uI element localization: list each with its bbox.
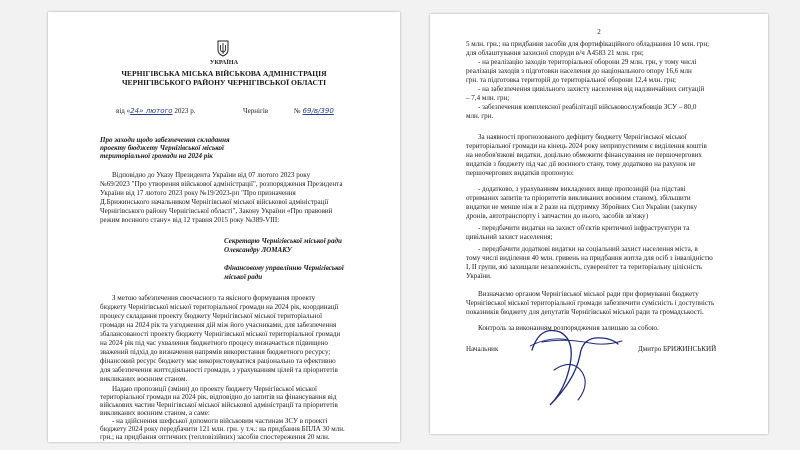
addressee-1-line-1: Секретарю Чернігівської міської ради [224, 237, 342, 245]
addressee-2-line-2: міської ради [224, 273, 263, 281]
body2-line-3: військових частин Чернігівської міської військової адміністрації та пріоритетів [100, 401, 338, 409]
body1-line-5: збалансованості проекту бюджету Чернігівської міської територіальної громади [100, 330, 341, 338]
subject-line-3: територіальної громади на 2024 рік [100, 152, 213, 160]
cont-line-6: - на забезпечення цивільного захисту населення від надзвичайних ситуацій [478, 85, 705, 93]
date-year: 2023 р. [174, 107, 196, 115]
body2-line-2: територіальної громади на 2024 рік, відповідно до запитів на фінансування від [100, 393, 337, 401]
document-page-1 [48, 12, 400, 442]
number-prefix: № [294, 107, 301, 115]
cont-line-1: 5 млн. грн.; на придбання засобів для фортифікаційного обладнання 10 млн. грн; [466, 40, 710, 48]
intro-line-5: Чернігівського району Чернігівської області", Закону України «Про правовий [100, 207, 333, 215]
date-prefix: від « [116, 107, 131, 115]
document-city: Чернігів [243, 107, 269, 115]
country-name: УКРАЇНА [209, 59, 239, 66]
page-number: 2 [597, 28, 601, 36]
body1-line-2: бюджету Чернігівської міської територіальної громади на 2024 рік, координації [100, 303, 339, 311]
cont-line-2: для облаштування захисної споруди в/ч А4583 21 млн. грн; [466, 49, 644, 57]
proposal-line-2: отриманих запитів та пріоритетів викликаних воєнним станом), збільшити [466, 194, 691, 202]
proposal-line-8: тому числі виділення 40 млн. гривень на придбання житла для осіб з інвалідністю [466, 254, 713, 262]
recognize-line-3: показників бюджету для депутатів Чернігівської міської ради та громадськості. [466, 308, 704, 316]
body1-line-9: для забезпечення життєдіяльності громади, з урахуванням цілей та пріоритетів [100, 366, 338, 374]
body1-line-4: громади на 2024 рік та узгодження дій між його учасниками, для забезпечення [100, 321, 337, 329]
number-handwritten: 69/в/390 [302, 106, 334, 115]
body1-line-6: на 2024 рік під час ухвалення бюджетного процесу визначається підвищено [100, 339, 328, 347]
proposal-line-5: - передбачити видатки на захист об'єктів критичної інфраструктури та [478, 224, 690, 232]
intro-line-2: №69/2023 "Про утворення військової адміністрації", розпорядження Президента [100, 180, 343, 188]
coat-of-arms-icon [217, 40, 229, 57]
body2-line-6: бюджету 2024 року передбачити 121 млн. грн. у т.ч.: на придбання БПЛА 30 млн. [100, 425, 345, 433]
body1-line-8: фінансовий ресурс бюджету має використовуватися раціонально та ефективно [100, 357, 336, 365]
body2-line-5: - на здійснення шефської допомоги військовим частинам ЗСУ в проекті [112, 417, 328, 425]
proposal-line-3: видатки не менше ніж в 2 рази на підтримку Збройних Сил України (закупку [466, 203, 698, 211]
proposal-line-1: - додатково, з урахуванням викладених вище пропозицій (на підставі [478, 185, 686, 193]
recognize-line-2: Чернігівської міської територіальної громади забезпечити сумісність і доступність [466, 299, 715, 307]
intro-line-6: режим воєнного стану» від 12 травня 2015 року №389-VIII: [100, 216, 280, 224]
proposal-line-4: дронів, автотранспорту і запчастин до нього, засобів зв'язку) [466, 212, 649, 220]
cont-line-8: - забезпечення комплексної реабілітації військовослужбовців ЗСУ – 80,0 [478, 103, 697, 111]
control-line: Контроль за виконанням розпорядження залишаю за собою. [478, 324, 659, 332]
body2-line-1: Надаю пропозиції (зміни) до проекту бюджету Чернігівської міської [112, 385, 317, 393]
intro-line-1: Відповідно до Указу Президента України від 07 лютого 2023 року [112, 171, 311, 179]
body1-line-10: викликаних воєнним станом. [100, 375, 188, 383]
date-handwritten: 24» лютого [130, 106, 173, 115]
proposal-line-10: України. [466, 272, 492, 280]
cont-line-5: грн. та підготовка територій до територіальної оборони 12,4 млн. грн; [466, 76, 677, 84]
signer-name: Дмитро БРИЖИНСЬКИЙ [638, 345, 717, 353]
proposal-line-9: I, II групи, які захищали незалежність, суверенітет та територіальну цілісність [466, 263, 703, 271]
body2-line-4: викликаних воєнним станом, а саме: [100, 409, 210, 417]
signer-title: Начальник [466, 345, 499, 353]
addressee-1-line-2: Олександру ЛОМАКУ [224, 246, 292, 254]
body1-line-3: процесу складання проекту бюджету Чернігівської міської територіальної [100, 312, 323, 320]
cont-line-7: – 7,4 млн. грн; [466, 94, 510, 102]
intro-line-3: України від 17 лютого 2023 року №19/2023-рп "Про призначення [100, 189, 296, 197]
intro-line-4: Д.Брижинського начальником Чернігівської міської військової адміністрації [100, 198, 329, 206]
body1-line-1: З метою забезпечення своєчасного та якісного формування проекту [112, 294, 316, 302]
proposal-line-6: цивільний захист населення; [466, 233, 553, 241]
org-name-line1: ЧЕРНІГІВСЬКА МІСЬКА ВІЙСЬКОВА АДМІНІСТРАЦІЯ [121, 69, 327, 78]
deficit-line-2: територіальної громади на кінець 2024 року неприпустимим є виділення коштів [466, 142, 707, 150]
cont-line-3: - на реалізацію заходів територіальної оборони 29 млн. грн, у тому числі [478, 58, 697, 66]
cont-line-4: реалізація заходів з підготовки населення до національного опору 16,6 млн [466, 67, 692, 75]
addressee-2-line-1: Фінансовому управлінню Чернігівської [224, 264, 344, 272]
deficit-line-5: першочергових видатків пропоную: [466, 169, 574, 177]
deficit-line-4: видатків з бюджету під час дії воєнного стану, тому додатково на рахунок не [466, 160, 696, 168]
recognize-line-1: Визначаємо органом Чернігівської міської ради при формуванні бюджету [478, 290, 699, 298]
org-name-line2: ЧЕРНІГІВСЬКОГО РАЙОНУ ЧЕРНІГІВСЬКОЇ ОБЛАСТІ [121, 78, 327, 87]
subject-line-1: Про заходи щодо забезпечення складання [100, 136, 230, 144]
deficit-line-1: За наявності прогнозованого дефіциту бюджету Чернігівської міської [478, 133, 687, 141]
handwritten-signature [520, 310, 630, 420]
deficit-line-3: на необов'язкові видатки, доцільно обмежити фінансування не першочергових [466, 151, 702, 159]
document-date [116, 107, 236, 116]
body2-line-7: грн.; на придбання оптичних (тепловізійних) засобів спостереження 20 млн. [100, 433, 330, 441]
document-number [294, 107, 364, 116]
body1-line-7: зважений підхід до визначення напрямів використання бюджетного ресурсу; [100, 348, 331, 356]
document-page-2 [430, 14, 768, 434]
cont-line-9: млн. грн. [466, 112, 494, 120]
subject-line-2: проекту бюджету Чернігівської міської [100, 144, 224, 152]
proposal-line-7: - передбачити додаткові видатки на соціальний захист населення міста, в [478, 245, 698, 253]
